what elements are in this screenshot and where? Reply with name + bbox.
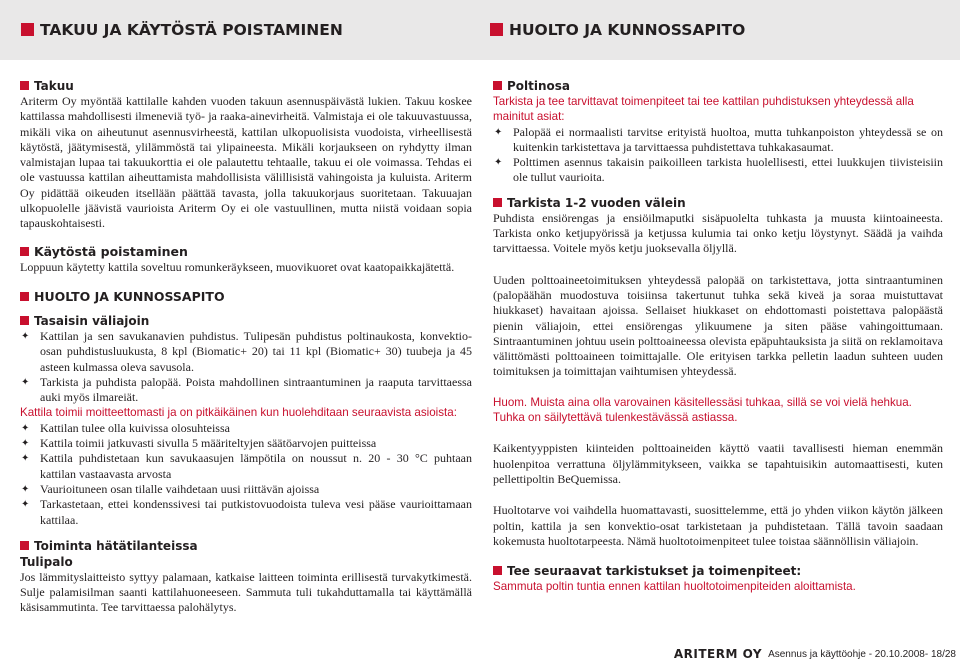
huoltotarve-text: Huoltotarve voi vaihdella huomattavasti, suosittelemme, että jo yhden viikon käytön jälkeen poltin, kattila ja sen konvektio-osat tarkistetaan ja puhdistetaan. Tällä tavoin saadaan kokemusta huoltotarpeesta. Nämä huoltotoimenpiteet tulee toistaa säännöllisin väliajoin.: [493, 503, 943, 548]
subheading-tulipalo: Tulipalo: [20, 554, 73, 569]
list-item: ✦ Vaurioituneen osan tilalle vaihdetaan uusi riittävän ajoissa: [21, 481, 320, 496]
diamond-bullet-icon: ✦: [494, 157, 503, 169]
header-band-right: [480, 0, 960, 60]
diamond-bullet-icon: ✦: [21, 330, 30, 342]
asiat-list: [20, 421, 472, 528]
red-square-icon: [20, 81, 29, 90]
diamond-bullet-icon: ✦: [21, 453, 30, 465]
diamond-bullet-icon: ✦: [21, 483, 30, 495]
header-title-left: TAKUU JA KÄYTÖSTÄ POISTAMINEN: [21, 21, 343, 39]
huom-red-note: Huom. Muista aina olla varovainen käsitellessäsi tuhkaa, sillä se voi vielä hehkua. Tuhka on säilytettävä tulenkestävässä astiassa.: [493, 395, 912, 425]
tulipalo-text: Jos lämmityslaitteisto syttyy palamaan, katkaise laitteen toiminta erillisestä turvakytkimestä. Sulje palamisilman saanti kattilahuoneeseen. Sammuta tuli tukahduttamalla tai käyttämällä käsisammutinta. Tee tarvittaessa palohälytys.: [20, 569, 472, 615]
red-square-icon: [493, 81, 502, 90]
tarkista-text: Puhdista ensiörengas ja ensiöilmaputki sisäpuolelta tuhkasta ja muusta kiintoaineesta. Tarkista onko ketjupyörissä ja ketjussa kulumia tai onko ketju löystynyt. Säädä ja vaihda tarvittaessa. Voitele myös ketju juoksevalla öljyllä.: [493, 210, 943, 256]
section-heading-toiminta: Toiminta hätätilanteissa: [20, 538, 472, 554]
right-column: [493, 78, 943, 594]
diamond-bullet-icon: ✦: [21, 499, 30, 511]
section-heading-poltinosa: Poltinosa: [493, 78, 943, 94]
list-item: ✦ Tarkista ja puhdista palopää. Poista mahdollinen sintraantuminen ja raaputa tarvittaessa auki myös ilmareiät.: [21, 374, 472, 405]
list-item: ✦ Kattilan tulee olla kuivissa olosuhteissa: [21, 420, 230, 435]
diamond-bullet-icon: ✦: [494, 126, 503, 138]
section-heading-tee: Tee seuraavat tarkistukset ja toimenpiteet:: [493, 563, 943, 579]
poltinosa-list: [493, 125, 943, 186]
section-heading-tasaisin: Tasaisin väliajoin: [20, 313, 472, 329]
header-title-right: HUOLTO JA KUNNOSSAPITO: [490, 21, 745, 39]
tasaisin-red-note: Kattila toimii moitteettomasti ja on pitkäikäinen kun huolehditaan seuraavista asioista:: [20, 406, 457, 420]
list-item: ✦ Polttimen asennus takaisin paikoilleen tarkista huolellisesti, ettei luukkujen tiivisteisiin ole tullut vaurioita.: [494, 155, 943, 185]
diamond-bullet-icon: ✦: [21, 376, 30, 388]
page-footer: [0, 641, 960, 667]
section-heading-tarkista: Tarkista 1-2 vuoden välein: [493, 195, 943, 211]
header-band-left: [0, 0, 480, 60]
kaikentyyppisten-text: Kaikentyyppisten kiinteiden polttoaineiden käyttö vaatii tavallisesti hieman enemmän huolenpitoa verrattuna öljylämmitykseen, vaikka se tapahtuisikin automaattisesti, kuten pellettipoltin BeQuemissa.: [493, 441, 943, 486]
list-item: ✦ Palopää ei normaalisti tarvitse erityistä huoltoa, mutta tuhkanpoiston yhteydessä se on kuitenkin tarkistettava ja tarvittaessa puhdistettava tuhkakasaumat.: [494, 124, 943, 154]
red-square-icon: [490, 23, 503, 36]
footer-text: Asennus ja käyttöohje - 20.10.2008- 18/28: [768, 648, 956, 660]
poltinosa-red-note: Tarkista ja tee tarvittavat toimenpiteet tai tee kattilan puhdistuksen yhteydessä alla mainitut asiat:: [493, 95, 914, 124]
list-item: ✦ Tarkastetaan, ettei kondenssivesi tai putkistovuodoista tuleva vesi pääse vaurioittamaan kattilaa.: [21, 497, 472, 527]
red-square-icon: [20, 541, 29, 550]
red-square-icon: [21, 23, 34, 36]
red-square-icon: [493, 198, 502, 207]
red-square-icon: [20, 247, 29, 256]
kaytosta-text: Loppuun käytetty kattila soveltuu romunkeräykseen, muovikuoret ovat kaatopaikkajätettä.: [20, 259, 455, 274]
red-square-icon: [20, 316, 29, 325]
list-item: ✦ Kattila puhdistetaan kun savukaasujen lämpötila on noussut n. 20 - 30 °C puhtaan kattilan vastaavasta arvosta: [21, 451, 472, 481]
section-heading-huolto: HUOLTO JA KUNNOSSAPITO: [20, 289, 472, 305]
tasaisin-list: [20, 329, 472, 405]
takuu-text: Ariterm Oy myöntää kattilalle kahden vuoden takuun asennuspäivästä lukien. Takuu koskee kattilassa mahdollisesti ilmeneviä työ- ja raaka-ainevirheitä. Valmistaja ei ole takuuvastuussa, mikäli vika on aiheutunut asennusvirheestä, kattilan ulkopuolisista vuodoista, virheellisestä käytöstä, jäätymisestä, ylilämmöstä tai ylipaineesta. Mikäli korjaukseen on ryhdytty ilman valmistajan lupaa tai takuukorttia ei ole palautettu tehtaalle, takuu ei ole voimassa. Tehdas ei ole vastuussa kattilan aiheuttamista mahdollisista välillisistä vahingoista ja kuluista. Ariterm Oy pidättää oikeuden itsellään päättää tavasta, jolla takuukorjaus suoritetaan. Takuuajan ulkopuolelle jäävistä vaurioista Ariterm Oy ei ole vastuullinen, mutta niistä voidaan sopia tapauskohtaisesti.: [20, 94, 472, 231]
section-heading-takuu: Takuu: [20, 78, 472, 94]
red-square-icon: [20, 292, 29, 301]
list-item: ✦ Kattila toimii jatkuvasti sivulla 5 määriteltyjen säätöarvojen puitteissa: [21, 436, 377, 451]
section-heading-kaytosta: Käytöstä poistaminen: [20, 244, 472, 260]
footer-brand: ARITERM OY: [673, 647, 763, 661]
list-item: ✦ Kattilan ja sen savukanavien puhdistus. Tulipesän puhdistus poltinaukosta, konvektio-osan puhdistusluukusta, 8 kpl (Biomatic+ 20) tai 11 kpl (Biomatic+ 30) tuubeja ja 45 asteen kulmassa oleva savusola.: [21, 328, 472, 374]
left-column: [20, 78, 472, 616]
red-square-icon: [493, 566, 502, 575]
tee-red-note: Sammuta poltin tuntia ennen kattilan huoltotoimenpiteiden aloittamista.: [493, 580, 856, 594]
diamond-bullet-icon: ✦: [21, 422, 30, 434]
uuden-text: Uuden polttoaineetoimituksen yhteydessä palopää on tarkistettava, jotta sintraantuminen (palopäähän muodostuva toisiinsa takertunut tuhka sekä kiveä ja soraa muistuttavat hiukkaset) havaitaan ajoissa. Sellaiset hiukkaset on ehdottomasti poistettava palopäästä pienin väliajoin, ettei ensiörengas ylikuumene ja siten pääse vahingoittumaan. Sintraantuminen johtuu usein polttoaineessa olevista epäpuhtauksista ja siitä on reklamoitava välittömästi polttoaineen toimittajalle. Ole erityisen tarkka pelletin laadun suhteen uuden toimituksen ja toimittajan vaihtumisen yhteydessä.: [493, 272, 943, 379]
diamond-bullet-icon: ✦: [21, 438, 30, 450]
